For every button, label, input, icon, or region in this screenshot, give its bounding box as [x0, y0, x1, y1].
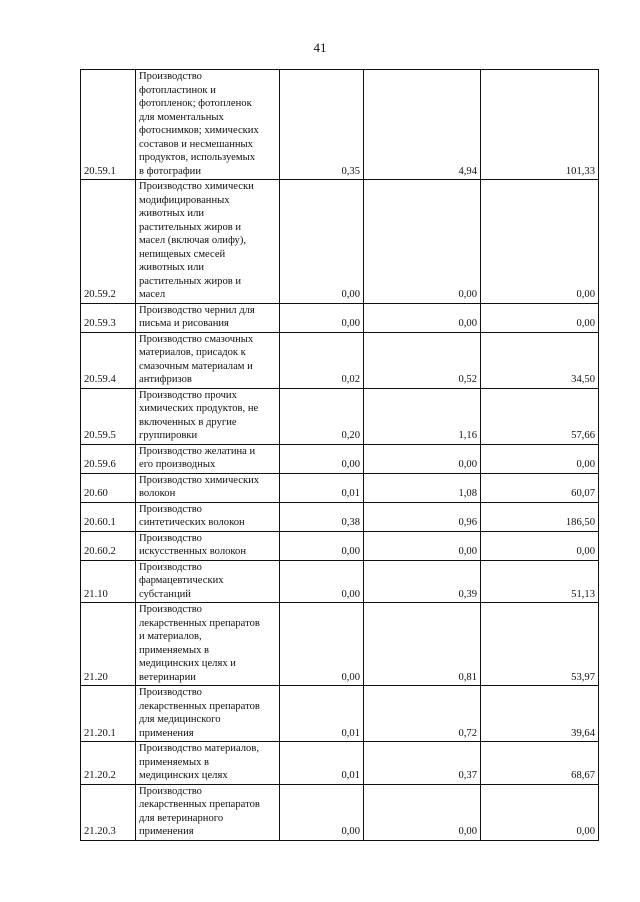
- row-value-v2: 0,72: [364, 686, 481, 742]
- table-row: [81, 784, 599, 840]
- row-value-v3: 0,00: [481, 531, 599, 560]
- row-value-v2: 0,39: [364, 560, 481, 603]
- row-value-v1: 0,01: [280, 742, 364, 785]
- row-value-v3: 186,50: [481, 502, 599, 531]
- row-name: Производство фотопластинок и фотопленок; фотопленок для моментальных фотоснимков; химических составов и несмешанных продуктов, используемых в фотографии: [136, 70, 280, 180]
- row-value-v3: 68,67: [481, 742, 599, 785]
- row-value-v1: 0,00: [280, 303, 364, 332]
- row-value-v2: 1,08: [364, 473, 481, 502]
- row-value-v2: 0,37: [364, 742, 481, 785]
- row-name: Производство синтетических волокон: [136, 502, 280, 531]
- row-code: 21.20.2: [81, 742, 136, 785]
- row-name: Производство прочих химических продуктов, не включенных в другие группировки: [136, 388, 280, 444]
- table-row: [81, 531, 599, 560]
- row-value-v3: 0,00: [481, 444, 599, 473]
- row-code: 21.10: [81, 560, 136, 603]
- row-value-v1: 0,02: [280, 332, 364, 388]
- row-name: Производство чернил для письма и рисования: [136, 303, 280, 332]
- page-number: 41: [313, 40, 327, 55]
- row-value-v3: 101,33: [481, 70, 599, 180]
- table-row: [81, 180, 599, 304]
- row-value-v1: 0,00: [280, 531, 364, 560]
- row-value-v2: 0,00: [364, 784, 481, 840]
- row-value-v2: 0,52: [364, 332, 481, 388]
- row-value-v3: 57,66: [481, 388, 599, 444]
- row-value-v2: 1,16: [364, 388, 481, 444]
- row-name: Производство лекарственных препаратов для ветеринарного применения: [136, 784, 280, 840]
- row-value-v3: 53,97: [481, 603, 599, 686]
- table-row: [81, 473, 599, 502]
- row-value-v2: 0,00: [364, 444, 481, 473]
- row-code: 20.60: [81, 473, 136, 502]
- row-code: 20.60.2: [81, 531, 136, 560]
- row-value-v3: 60,07: [481, 473, 599, 502]
- row-value-v2: 0,00: [364, 180, 481, 304]
- row-value-v2: 0,96: [364, 502, 481, 531]
- row-code: 20.59.3: [81, 303, 136, 332]
- table-row: [81, 686, 599, 742]
- row-name: Производство искусственных волокон: [136, 531, 280, 560]
- row-value-v3: 0,00: [481, 784, 599, 840]
- data-table: [80, 69, 599, 841]
- row-value-v1: 0,00: [280, 444, 364, 473]
- table-body: [81, 70, 599, 841]
- row-value-v3: 39,64: [481, 686, 599, 742]
- row-value-v3: 34,50: [481, 332, 599, 388]
- row-code: 21.20: [81, 603, 136, 686]
- table-row: [81, 603, 599, 686]
- table-row: [81, 502, 599, 531]
- row-name: Производство лекарственных препаратов и материалов, применяемых в медицинских целях и ветеринарии: [136, 603, 280, 686]
- row-name: Производство фармацевтических субстанций: [136, 560, 280, 603]
- row-code: 20.59.2: [81, 180, 136, 304]
- table-row: [81, 560, 599, 603]
- row-name: Производство химических волокон: [136, 473, 280, 502]
- row-code: 20.59.4: [81, 332, 136, 388]
- row-value-v1: 0,01: [280, 473, 364, 502]
- row-value-v2: 4,94: [364, 70, 481, 180]
- row-value-v1: 0,20: [280, 388, 364, 444]
- row-code: 20.59.1: [81, 70, 136, 180]
- table-row: [81, 70, 599, 180]
- row-value-v2: 0,00: [364, 531, 481, 560]
- row-value-v1: 0,38: [280, 502, 364, 531]
- row-value-v3: 51,13: [481, 560, 599, 603]
- row-value-v3: 0,00: [481, 303, 599, 332]
- row-value-v1: 0,35: [280, 70, 364, 180]
- table-row: [81, 303, 599, 332]
- row-value-v1: 0,00: [280, 180, 364, 304]
- row-code: 20.60.1: [81, 502, 136, 531]
- row-name: Производство смазочных материалов, присадок к смазочным материалам и антифризов: [136, 332, 280, 388]
- row-code: 21.20.1: [81, 686, 136, 742]
- row-name: Производство материалов, применяемых в медицинских целях: [136, 742, 280, 785]
- table-row: [81, 332, 599, 388]
- row-value-v1: 0,00: [280, 784, 364, 840]
- row-name: Производство желатина и его производных: [136, 444, 280, 473]
- row-value-v1: 0,00: [280, 603, 364, 686]
- row-code: 20.59.5: [81, 388, 136, 444]
- row-value-v1: 0,00: [280, 560, 364, 603]
- row-name: Производство химически модифицированных животных или растительных жиров и масел (включая олифу), непищевых смесей животных или растительных жиров и масел: [136, 180, 280, 304]
- row-code: 20.59.6: [81, 444, 136, 473]
- row-name: Производство лекарственных препаратов для медицинского применения: [136, 686, 280, 742]
- row-value-v1: 0,01: [280, 686, 364, 742]
- row-value-v3: 0,00: [481, 180, 599, 304]
- table-row: [81, 388, 599, 444]
- table-row: [81, 742, 599, 785]
- row-code: 21.20.3: [81, 784, 136, 840]
- table-row: [81, 444, 599, 473]
- row-value-v2: 0,81: [364, 603, 481, 686]
- row-value-v2: 0,00: [364, 303, 481, 332]
